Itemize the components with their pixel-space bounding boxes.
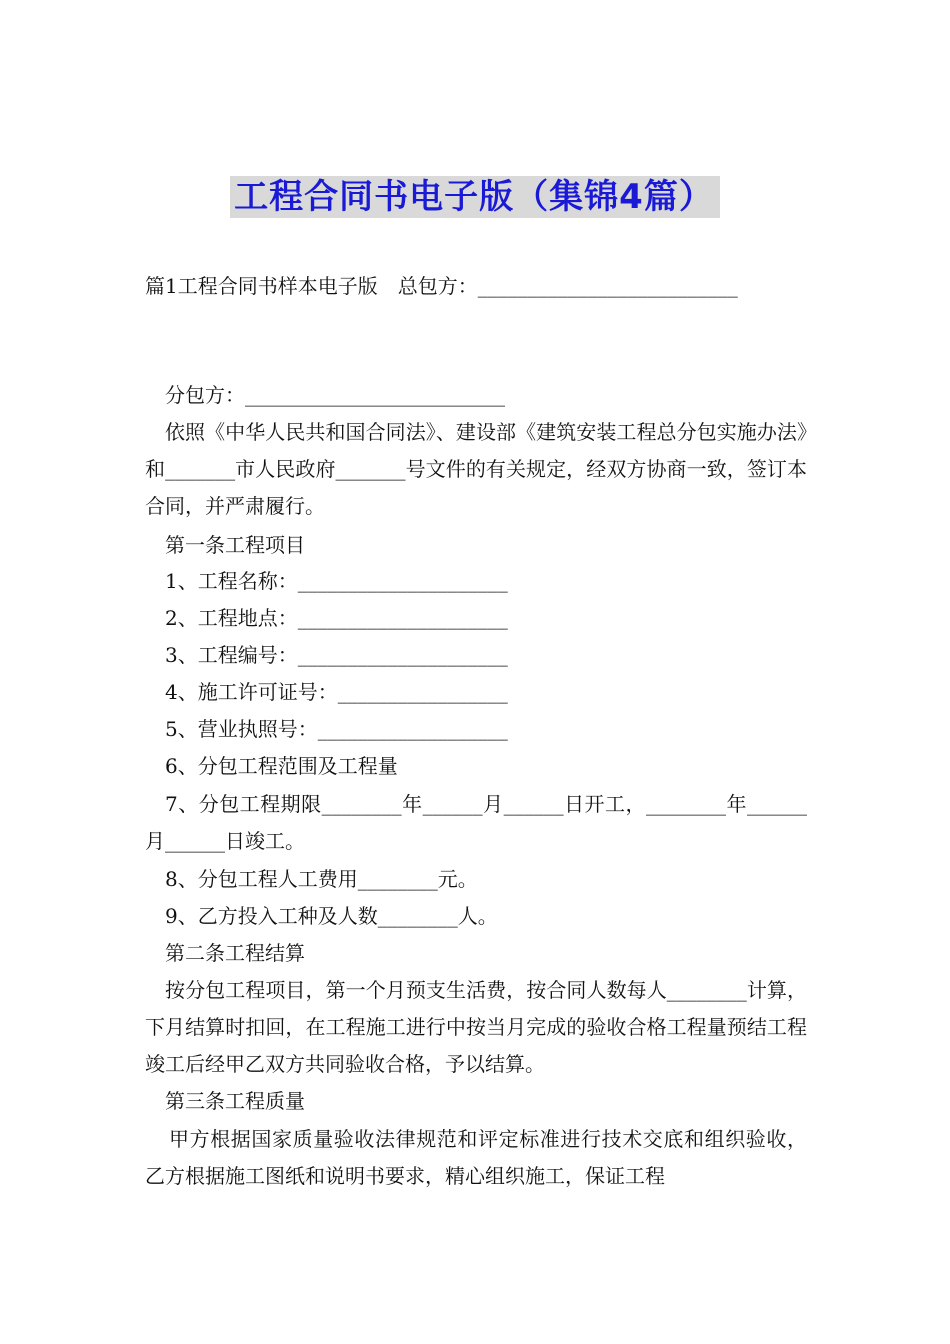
item-license-number: 5、营业执照号：___________________ bbox=[165, 717, 508, 741]
item-project-name: 1、工程名称：_____________________ bbox=[165, 569, 508, 593]
section-heading-parties: 篇1工程合同书样本电子版 总包方：__________________________ bbox=[145, 274, 738, 298]
quality-paragraph: 甲方根据国家质量验收法律规范和评定标准进行技术交底和组织验收，乙方根据施工图纸和说明书要求，精心组织施工，保证工程 bbox=[145, 1127, 807, 1188]
document-title: 工程合同书电子版（集锦4篇） bbox=[230, 176, 720, 218]
article-1-heading: 第一条工程项目 bbox=[165, 533, 305, 557]
settlement-paragraph: 按分包工程项目，第一个月预支生活费，按合同人数每人________计算，下月结算时扣回，在工程施工进行中按当月完成的验收合格工程量预结工程竣工后经甲乙双方共同验收合格，予以结算。 bbox=[145, 978, 807, 1076]
preamble-paragraph: 依照《中华人民共和国合同法》、建设部《建筑安装工程总分包实施办法》和_______市人民政府_______号文件的有关规定，经双方协商一致，签订本合同，并严肃履行。 bbox=[145, 420, 807, 518]
item-scope: 6、分包工程范围及工程量 bbox=[165, 754, 398, 778]
item-project-location: 2、工程地点：_____________________ bbox=[165, 606, 508, 630]
item-permit-number: 4、施工许可证号：_________________ bbox=[165, 680, 508, 704]
item-labor-cost: 8、分包工程人工费用________元。 bbox=[165, 867, 478, 891]
title-wrapper bbox=[0, 176, 950, 218]
article-3-heading: 第三条工程质量 bbox=[165, 1089, 305, 1113]
item-period: 7、分包工程期限________年______月______日开工，________年______月______日竣工。 bbox=[145, 792, 807, 853]
subcontractor-line: 分包方：__________________________ bbox=[165, 383, 505, 407]
item-workers: 9、乙方投入工种及人数________人。 bbox=[165, 904, 498, 928]
article-2-heading: 第二条工程结算 bbox=[165, 941, 305, 965]
item-project-number: 3、工程编号：_____________________ bbox=[165, 643, 508, 667]
